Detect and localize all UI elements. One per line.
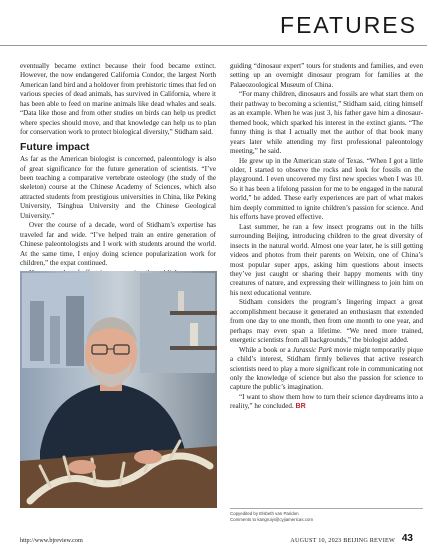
footer-url[interactable]: http://www.bjreview.com [20,537,83,544]
comments-line: Comments to kangruiyi@cyjiamericas.com [230,517,314,522]
right-paragraph-4: Last summer, he ran a few insect programs out in the hills surrounding Beijing, introducing children to the great diversity of insects in the natural world. Almost one year later, he is still getting videos and photos from their parents on Weixin, one of China’s most popular super apps, asking him questions about insects they’ve just caught or sharing their happy moments with tiny creatures of nature, and expressing their willingness to join him on his next educational venture. [230,222,423,297]
right-paragraph-5: Stidham considers the program’s lingering impact a great accomplishment because it generated an enthusiasm that extended from one day to one month, then from one month to one year, and perhaps may even span a lifetime. “We need more trained, energetic scientists from all backgrounds,” the biologist added. [230,298,423,345]
film-title: Jurassic Park [292,345,332,354]
left-paragraph-2: As far as the American biologist is concerned, paleontology is also of great significance for the future generation of scientists. “I’ve been teaching a comparative vertebrate osteology (the study of the skeleton) course at the Chinese Academy of Sciences, which also attracted students from prestigious universities in China, like Peking University, Tsinghua University and the Chinese Geological University.” [20,155,216,220]
left-paragraph-3: Over the course of a decade, word of Stidham’s expertise has traveled far and wide. “I’ve helped train an entire generation of Chinese paleontologists and I work with students around the world. At the same time, I enjoy doing science popularization work for children,” the expat continued. [20,221,216,268]
photo-illustration [20,271,217,508]
p6-post: movie might temporarily pique a child’s interest, Stidham firmly believes that active research scientists need to play a more significant role in communicating not only the knowledge of science but also the passion for science to capture the public’s imagination. [230,345,423,392]
left-column [20,62,216,297]
footnote-divider [230,508,423,509]
section-title: FEATURES [280,12,417,38]
p6-pre: While a book or a [239,345,293,354]
right-paragraph-1: guiding “dinosaur expert” tours for students and families, and even setting up an overnight dinosaur program for families at the Palaeozoological Museum of China. [230,62,423,89]
right-paragraph-7 [230,393,423,412]
right-paragraph-6 [230,346,423,393]
footer-date: AUGUST 10, 2023 BEIJING REVIEW [290,537,395,544]
page-number: 43 [401,533,413,544]
right-column [230,62,423,412]
page-header [0,0,427,44]
section-heading: Future impact [20,140,90,153]
copyeditor-line: Copyedited by Elsbeth van Paridon [230,511,299,516]
p7-text: “I want to show them how to turn their science daydreams into a reality,” he concluded. [230,392,423,411]
footnote [230,511,313,523]
left-paragraph-1: eventually became extinct because their food became extinct. However, the now endangered California Condor, the largest North American land bird and a holdover from prehistoric times that fed on various species of dead animals, has survived in California, where it has been able to feed on marine animals like dead whales and seals. “Data like those and from other studies on birds can help us predict where species should move, and that knowledge can help us to plan for conservation work to protect biological diversity,” Stidham said. [20,62,217,137]
end-mark: BR [295,402,306,411]
right-paragraph-3: He grew up in the American state of Texas. “When I got a little older, I started to observe the rocks and look for fossils on the playground. I even uncovered my first new species when I was 10. So it has been a lifelong passion for me to be engaged in the natural world,” he added. These early experiences are part of what makes him deeply committed to ignite children’s passion for science. And his efforts have proved effective. [230,156,423,222]
right-paragraph-2: “For many children, dinosaurs and fossils are what start them on their pathway to becoming a scientist,” Stidham said, citing himself as an example. When he was just 3, his father gave him a dinosaur-themed book, which sparked his interest in the extinct giants. “The funny thing is that I actually met the author of that book many years later while attending my first professional paleontology meeting,” he said. [230,90,423,156]
header-divider [0,45,427,46]
article-photo [20,271,217,508]
